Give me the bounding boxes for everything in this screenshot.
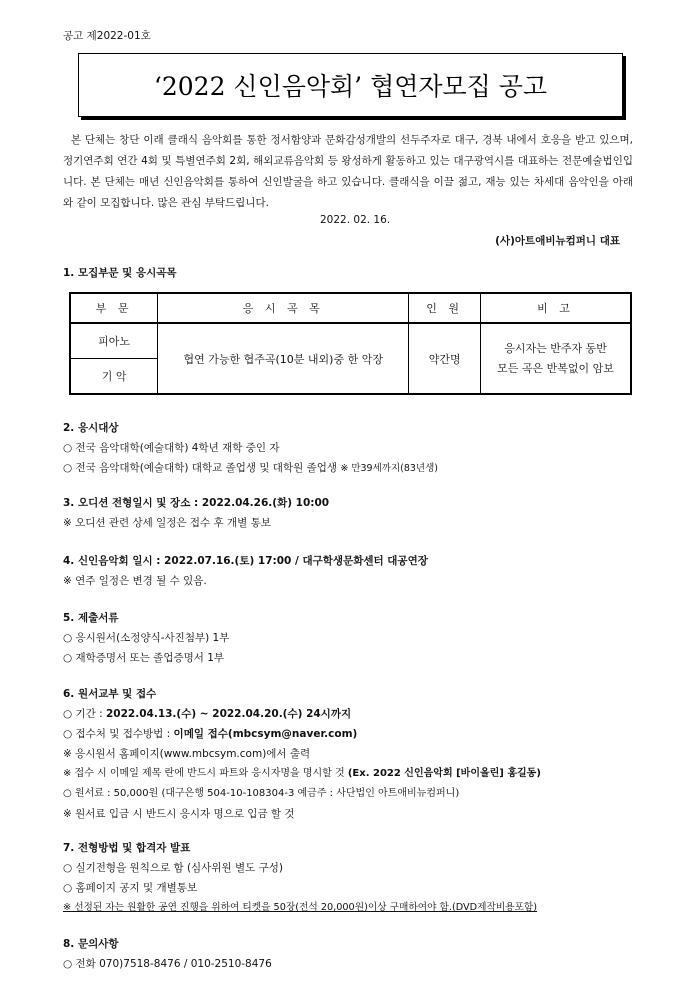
section-application — [63, 684, 643, 824]
list-item: ※ 응시원서 홈페이지(www.mbcsym.com)에서 출력 — [63, 748, 311, 760]
section-concert — [63, 551, 643, 591]
table-header: 응 시 곡 목 — [158, 293, 409, 323]
section-title: 1. 모집부문 및 응시곡목 — [63, 267, 177, 279]
section-title: 7. 전형방법 및 합격자 발표 — [63, 842, 191, 854]
list-item-label: ○ 접수처 및 접수방법 : — [63, 728, 174, 740]
list-item-text: ○ 전국 음악대학(예술대학) 대학교 졸업생 및 대학원 졸업생 — [63, 462, 341, 474]
list-item: ○ 홈페이지 공지 및 개별통보 — [63, 882, 198, 894]
table-header-row — [70, 293, 631, 323]
list-item: ※ 오디션 관련 상세 일정은 접수 후 개별 통보 — [63, 517, 271, 529]
category-cell: 피아노 — [70, 323, 158, 359]
list-item: ○ 실기전형을 원칙으로 함 (심사위원 별도 구성) — [63, 862, 283, 874]
remark-line: 모든 곡은 반복없이 암보 — [497, 361, 614, 375]
list-item — [63, 458, 643, 478]
page-title: ‘2022 신인음악회’ 협연자모집 공고 — [78, 53, 623, 117]
list-item: ※ 선정된 자는 원활한 공연 진행을 위하여 티켓을 50장(전석 20,000원)이상 구매하여야 함.(DVD제작비용포함) — [63, 902, 538, 913]
recruit-table — [69, 292, 632, 395]
section-eligibility — [63, 418, 643, 478]
notice-number: 공고 제2022-01호 — [63, 30, 151, 42]
intro-paragraph — [63, 130, 633, 214]
section-audition — [63, 493, 643, 533]
organization-name: (사)아트애비뉴컴퍼니 대표 — [495, 235, 620, 247]
list-item-example: (Ex. 2022 신인음악회 [바이올린] 홍길동) — [347, 768, 541, 779]
list-item: ※ 원서료 입금 시 반드시 응시자 명으로 입금 할 것 — [63, 808, 295, 820]
remark-line: 응시자는 반주자 동반 — [504, 341, 607, 355]
list-item: ○ 전화 070)7518-8476 / 010-2510-8476 — [63, 958, 272, 970]
list-item: ○ 전국 음악대학(예술대학) 4학년 재학 중인 자 — [63, 442, 280, 454]
list-item: ○ 원서료 : 50,000원 (대구은행 504-10-108304-3 예금주 : 사단법인 아트애비뉴컴퍼니) — [63, 788, 460, 799]
section-documents — [63, 608, 643, 668]
piece-cell: 협연 가능한 협주곡(10분 내외)중 한 악장 — [158, 323, 409, 394]
table-header: 인 원 — [409, 293, 481, 323]
application-email: 이메일 접수(mbcsym@naver.com) — [173, 728, 358, 740]
table-header: 비 고 — [481, 293, 631, 323]
list-item: ○ 응시원서(소정양식-사진첨부) 1부 — [63, 632, 230, 644]
remark-cell — [481, 323, 631, 394]
table-header: 부 문 — [70, 293, 158, 323]
list-item-note: ※ 만39세까지(83년생) — [340, 463, 438, 474]
list-item — [63, 724, 643, 744]
list-item-label: ○ 기간 : — [63, 708, 106, 720]
section-title: 8. 문의사항 — [63, 938, 119, 950]
list-item: ○ 재학증명서 또는 졸업증명서 1부 — [63, 652, 225, 664]
list-item — [63, 704, 643, 724]
table-row — [70, 323, 631, 359]
section-title: 2. 응시대상 — [63, 422, 119, 434]
section-recruit — [63, 263, 643, 283]
list-item-text: ※ 접수 시 이메일 제목 란에 반드시 파트와 응시자명을 명시할 것 — [63, 768, 348, 779]
section-title: 6. 원서교부 및 접수 — [63, 688, 157, 700]
intro-text: 본 단체는 창단 이래 클래식 음악회를 통한 정서함양과 문화감성개발의 선두주자로 대구, 경북 내에서 호응을 받고 있으며, 정기연주회 연간 4회 및 특별연주회 2회, 해외교류음악회 등 왕성하게 활동하고 있는 대구광역시를 대표하는 전문예술법인입니다. 본 단체는 매년 신인음악회를 통하여 신인발굴을 하고 있습니다. 클래식을 이끌 젊고, 재능 있는 차세대 음악인을 아래와 같이 모집합니다. 많은 관심 부탁드립니다. — [63, 134, 633, 209]
section-title: 4. 신인음악회 일시 : 2022.07.16.(토) 17:00 / 대구학생문화센터 대공연장 — [63, 555, 428, 567]
section-title: 5. 제출서류 — [63, 612, 119, 624]
section-selection — [63, 838, 643, 918]
section-title: 3. 오디션 전형일시 및 장소 : 2022.04.26.(화) 10:00 — [63, 497, 330, 509]
list-item: ※ 연주 일정은 변경 될 수 있음. — [63, 575, 207, 587]
application-period: 2022.04.13.(수) ~ 2022.04.20.(수) 24시까지 — [106, 708, 352, 720]
notice-date: 2022. 02. 16. — [320, 214, 391, 226]
count-cell: 약간명 — [409, 323, 481, 394]
list-item — [63, 764, 643, 784]
category-cell: 기 악 — [70, 359, 158, 395]
section-contact — [63, 934, 643, 974]
